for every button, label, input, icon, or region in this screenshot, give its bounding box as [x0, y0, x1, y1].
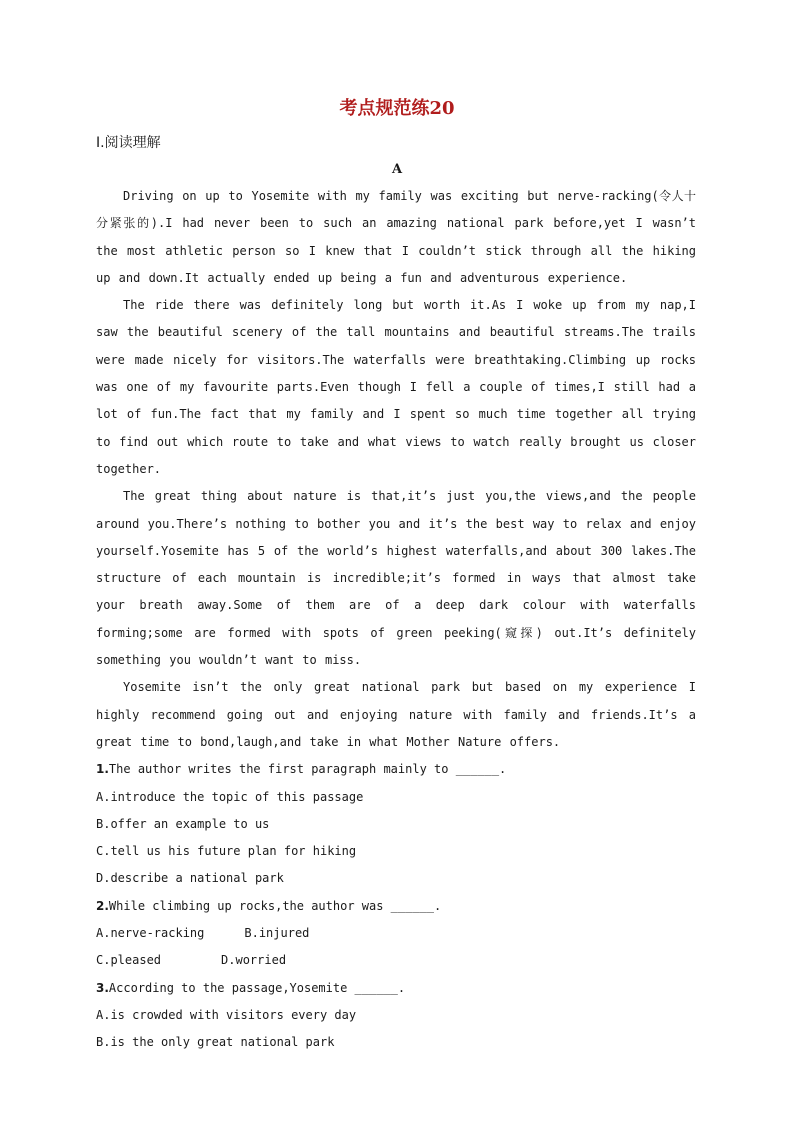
- section-heading: Ⅰ.阅读理解: [96, 135, 161, 151]
- option-3b: B.is the only great national park: [96, 1035, 335, 1050]
- question-number: 3.: [96, 980, 109, 995]
- question-stem: While climbing up rocks,the author was ______.: [108, 898, 442, 913]
- question-2: [96, 893, 696, 920]
- question-3: [96, 975, 696, 1002]
- option-row-2cd: [96, 947, 696, 974]
- paragraph-1: Driving on up to Yosemite with my family was exciting but nerve-racking(令人十分紧张的).I had never been to such an amazing national park before,yet I wasn’t the most athletic person so I knew that I couldn’t stick through all the hiking up and down.It actually ended up being a fun and adventurous experience.: [96, 189, 696, 285]
- option-1b: B.offer an example to us: [96, 816, 270, 831]
- option-2a: A.nerve-racking: [96, 926, 205, 941]
- question-number: 1.: [96, 762, 109, 777]
- paragraph-4: Yosemite isn’t the only great national park but based on my experience I highly recommend going out and enjoying nature with family and friends.It’s a great time to bond,laugh,and take in what Mother Nature offers.: [96, 680, 696, 749]
- option-1a: A.introduce the topic of this passage: [96, 789, 364, 804]
- option-2c: C.pleased: [96, 953, 162, 968]
- question-number: 2.: [96, 898, 109, 913]
- passage-body: [96, 183, 696, 1057]
- option-row-2ab: [96, 920, 696, 947]
- paragraph-2: The ride there was definitely long but worth it.As I woke up from my nap,I saw the beautiful scenery of the tall mountains and beautiful streams.The trails were made nicely for visitors.The waterfalls were breathtaking.Climbing up rocks was one of my favourite parts.Even though I fell a couple of times,I still had a lot of fun.The fact that my family and I spent so much time together all trying to find out which route to take and what views to watch really brought us closer together.: [96, 298, 696, 476]
- paragraph-3: The great thing about nature is that,it’s just you,the views,and the people around you.There’s nothing to bother you and it’s the best way to relax and enjoy yourself.Yosemite has 5 of the world’s highest waterfalls,and about 300 lakes.The structure of each mountain is incredible;it’s formed in ways that almost take your breath away.Some of them are of a deep dark colour with waterfalls forming;some are formed with spots of green peeking(窥探) out.It’s definitely something you wouldn’t want to miss.: [96, 489, 696, 668]
- question-stem: The author writes the first paragraph mainly to ______.: [108, 762, 507, 777]
- page-title: 考点规范练20: [339, 98, 455, 119]
- option-1c: C.tell us his future plan for hiking: [96, 844, 357, 859]
- option-2b: B.injured: [244, 926, 310, 941]
- option-3a: A.is crowded with visitors every day: [96, 1007, 357, 1022]
- question-1: [96, 756, 696, 783]
- option-1d: D.describe a national park: [96, 871, 284, 886]
- passage-label: A: [391, 162, 403, 177]
- question-stem: According to the passage,Yosemite ______.: [108, 980, 406, 995]
- option-2d: D.worried: [221, 953, 287, 968]
